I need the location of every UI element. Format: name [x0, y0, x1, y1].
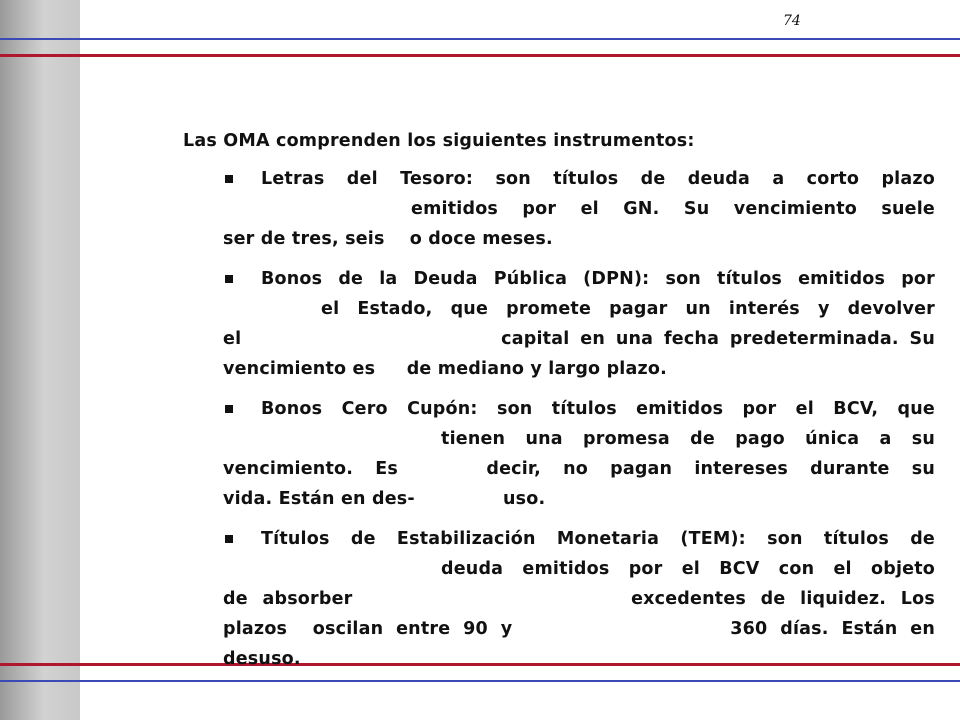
bullet-line: ser de tres, seis o doce meses.	[223, 229, 553, 249]
bullet-line: vencimiento. Es decir, no pagan intereses durante su	[223, 459, 935, 479]
bullet-line: el capital en una fecha predeterminada. Su	[223, 329, 935, 349]
bullet-line: vida. Están en des- uso.	[223, 489, 546, 509]
bullet-line: tienen una promesa de pago única a su	[441, 429, 935, 449]
bullet-square-icon	[225, 535, 233, 543]
bullet-line: emitidos por el GN. Su vencimiento suele	[411, 199, 935, 219]
slide-title: Las OMA comprenden los siguientes instrumentos:	[183, 131, 695, 151]
slide-content	[183, 126, 935, 684]
top-red-rule	[0, 54, 960, 57]
bullet-letras-del-tesoro	[223, 164, 935, 254]
bullet-line: de absorber excedentes de liquidez. Los	[223, 589, 935, 609]
bullet-line: Letras del Tesoro: son títulos de deuda a corto plazo	[261, 169, 935, 189]
top-blue-rule	[0, 38, 960, 40]
bullet-line: deuda emitidos por el BCV con el objeto	[441, 559, 935, 579]
bullet-square-icon	[225, 275, 233, 283]
bullet-square-icon	[225, 405, 233, 413]
page-number: 74	[783, 13, 801, 29]
bullet-titulos-estabilizacion	[223, 524, 935, 674]
bullet-line: Títulos de Estabilización Monetaria (TEM): son títulos de	[261, 529, 935, 549]
bullet-line: Bonos Cero Cupón: son títulos emitidos por el BCV, que	[261, 399, 935, 419]
bullet-line: plazos oscilan entre 90 y 360 días. Están en	[223, 619, 935, 639]
bullet-line: Bonos de la Deuda Pública (DPN): son títulos emitidos por	[261, 269, 935, 289]
left-sidebar-bar	[0, 0, 80, 720]
bullet-square-icon	[225, 175, 233, 183]
bullet-line: vencimiento es de mediano y largo plazo.	[223, 359, 667, 379]
bullet-bonos-cero-cupon	[223, 394, 935, 514]
bullet-line: desuso.	[223, 649, 301, 669]
bullet-bonos-deuda-publica	[223, 264, 935, 384]
bullet-line: el Estado, que promete pagar un interés y devolver	[321, 299, 935, 319]
